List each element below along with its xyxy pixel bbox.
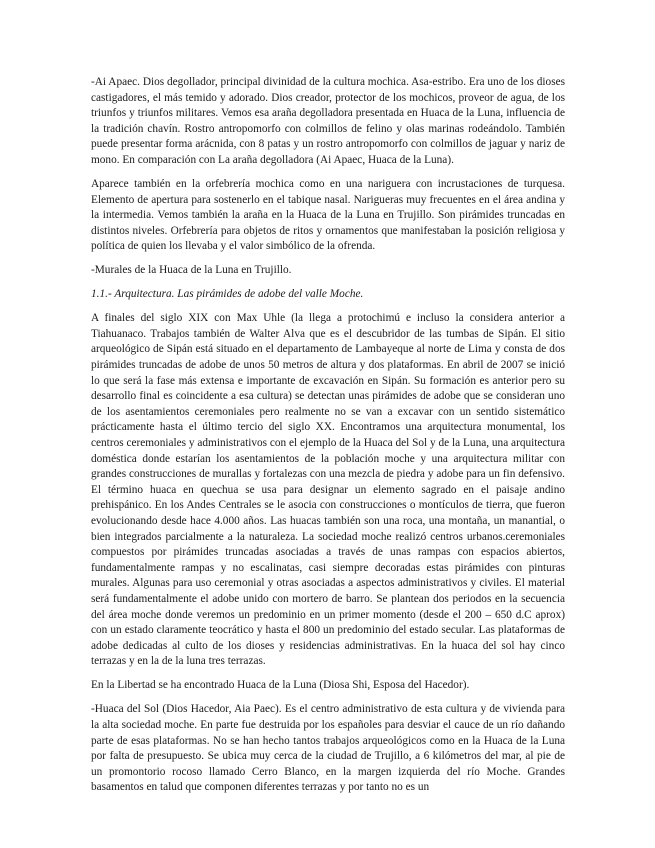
document-page <box>91 75 565 804</box>
section-heading: 1.1.- Arquitectura. Las pirámides de adobe del valle Moche. <box>91 288 364 301</box>
paragraph-ai-apaec: -Ai Apaec. Dios degollador, principal divinidad de la cultura mochica. Asa-estribo. Era uno de los dioses castigadores, el más temido y adorado. Dios creador, protector de los mochicos, proveor de agua, de los triunfos y triunfos militares. Vemos esa araña degolladora presentada en Huaca de la Luna, influencia de la tradición chavín. Rostro antropomorfo con colmillos de felino y olas marinas rodeándolo. También puede presentar forma arácnida, con 8 patas y un rostro antropomorfo con colmillos de jaguar y nariz de mono. En comparación con La araña degolladora (Ai Apaec, Huaca de la Luna). <box>91 76 565 166</box>
paragraph-murales: -Murales de la Huaca de la Luna en Trujillo. <box>91 264 292 277</box>
paragraph-orfebreria: Aparece también en la orfebrería mochica como en una nariguera con incrustaciones de turquesa. Elemento de apertura para sostenerlo en el tabique nasal. Narigueras muy frecuentes en el área andina y la intermedia. Vemos también la araña en la Huaca de la Luna en Trujillo. Son pirámides truncadas en distintos niveles. Orfebrería para objetos de ritos y ornamentos que manifestaban la posición religiosa y política de quien los llevaba y el valor simbólico de la ofrenda. <box>91 177 565 253</box>
paragraph-la-libertad: En la Libertad se ha encontrado Huaca de la Luna (Diosa Shi, Esposa del Hacedor). <box>91 679 470 692</box>
paragraph-huaca-del-sol: -Huaca del Sol (Dios Hacedor, Aia Paec). Es el centro administrativo de esta cultura y de vivienda para la alta sociedad moche. En parte fue destruida por los españoles para desviar el cauce de un río dañando parte de esas plataformas. No se han hecho tantos trabajos arqueológicos como en la Huaca de la Luna por falta de presupuesto. Se ubica muy cerca de la ciudad de Trujillo, a 6 kilómetros del mar, al pie de un promontorio rocoso llamado Cerro Blanco, en la margen izquierda del río Moche. Grandes basamentos en talud que componen diferentes terrazas y por tanto no es un <box>91 703 565 794</box>
paragraph-arquitectura: A finales del siglo XIX con Max Uhle (la llega a protochimú e incluso la considera anterior a Tiahuanaco. Trabajos también de Walter Alva que es el descubridor de las tumbas de Sipán. El sitio arqueológico de Sipán está situado en el departamento de Lambayeque al norte de Lima y consta de dos pirámides truncadas de adobe de unos 50 metros de altura y dos plataformas. En abril de 2007 se inició lo que será la fase más extensa e importante de excavación en Sipán. Su formación es anterior pero su desarrollo final es coincidente a esa cultura) se detectan unas pirámides de adobe que se consideran uno de los asentamientos ceremoniales pero realmente no se van a excavar con un sentido sistemático prácticamente hasta el último tercio del siglo XX. Encontramos una arquitectura monumental, los centros ceremoniales y administrativos con el ejemplo de la Huaca del Sol y de la Luna, una arquitectura doméstica donde estarían los asentamientos de la población moche y una arquitectura militar con grandes construcciones de murallas y fortalezas con una mezcla de piedra y adobe para un fin defensivo. El término huaca en quechua se usa para designar un elemento sagrado en el paisaje andino prehispánico. En los Andes Centrales se le asocia con construcciones o montículos de tierra, que fueron evolucionando desde hace 4.000 años. Las huacas también son una roca, una montaña, un manantial, o bien integrados parcialmente a la naturaleza. La sociedad moche realizó centros urbanos.ceremoniales compuestos por pirámides truncadas asociadas a través de unas rampas con espacios abiertos, fundamentalmente rampas y no escalinatas, casi siempre decoradas estas pirámides con pinturas murales. Algunas para uso ceremonial y otras asociadas a aspectos administrativos y civiles. El material será fundamentalmente el adobe unido con mortero de barro. Se plantean dos periodos en la secuencia del área moche donde veremos un predominio en un primer momento (desde el 200 – 650 d.C aprox) con un estado claramente teocrático y hasta el 800 un predominio del estado secular. Las plataformas de adobe dedicadas al culto de los dioses y residencias administrativas. En la huaca del sol hay cinco terrazas y en la de la luna tres terrazas. <box>91 312 565 668</box>
